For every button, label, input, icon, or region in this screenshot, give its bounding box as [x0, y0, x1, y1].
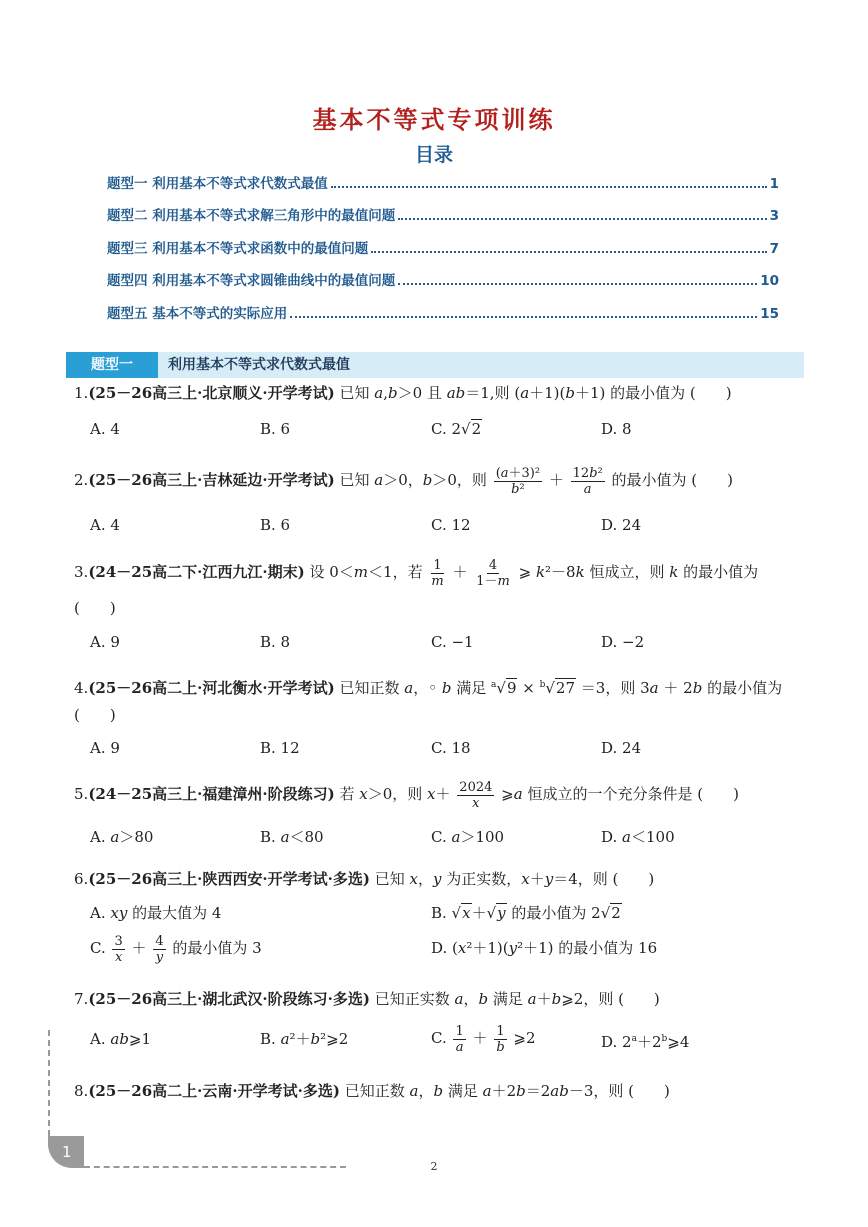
question-number: 1.: [74, 384, 89, 402]
option-c[interactable]: C. $\frac{3}{x}$ ＋ $\frac{4}{y}$ 的最小值为 3: [90, 933, 262, 965]
option-d[interactable]: D. 24: [601, 739, 642, 757]
toc-entry-label: 题型五 基本不等式的实际应用: [107, 306, 288, 322]
question-source: (25－26高二上·云南·开学考试·多选): [88, 1082, 340, 1100]
option-a[interactable]: A. 9: [90, 739, 120, 757]
toc-entry[interactable]: [107, 237, 779, 257]
option-c[interactable]: C. −1: [431, 633, 474, 651]
toc-entry-label: 题型四 利用基本不等式求圆锥曲线中的最值问题: [107, 273, 396, 289]
option-c[interactable]: C. a＞100: [431, 828, 505, 846]
question-stem: 已知 a＞0，b＞0，则 $\frac{\text{(a＋3)²}}{\text{b²}}$ ＋ $\frac{\text{12b²}}{a}$ 的最小值为 ( ): [339, 465, 733, 497]
toc-entry-page: 1: [769, 176, 779, 192]
question-number: 8.: [74, 1082, 89, 1100]
question-source: (25－26高三上·北京顺义·开学考试): [88, 384, 335, 402]
section-title: 利用基本不等式求代数式最值: [168, 357, 350, 373]
option-d[interactable]: D. 8: [601, 420, 632, 438]
option-b[interactable]: B. 6: [260, 420, 291, 438]
question-1: [74, 382, 814, 404]
question-number: 3.: [74, 563, 89, 581]
option-a[interactable]: A. xy 的最大值为 4: [90, 904, 222, 922]
option-a[interactable]: A. a＞80: [90, 828, 154, 846]
toc-leader-dots: [290, 316, 757, 318]
section-tag: 题型一: [66, 352, 158, 378]
question-stem: 已知正实数 a，b 满足 a＋b⩾2，则 ( ): [374, 990, 660, 1008]
question-source: (24－25高三上·福建漳州·阶段练习): [88, 785, 335, 803]
question-stem: 设 0＜m＜1，若 $\frac{1}{m}$ ＋ $\frac{4}{1-m}$ ⩾ k²－8k 恒成立，则 k 的最小值为: [309, 557, 759, 589]
option-d[interactable]: D. (x²＋1)(y²＋1) 的最小值为 16: [431, 939, 658, 957]
toc-leader-dots: [331, 186, 767, 188]
question-7: [74, 988, 814, 1010]
option-d[interactable]: D. 24: [601, 516, 642, 534]
option-a[interactable]: A. 4: [90, 516, 120, 534]
option-b[interactable]: B. a＜80: [260, 828, 324, 846]
question-stem: 已知正数 a，◦ b 满足 $^a$√9 × $^b$√27 ＝3，则 3a ＋ 2b 的最小值为: [339, 679, 783, 697]
question-source: (25－26高二上·河北衡水·开学考试): [88, 679, 335, 697]
question-source: (25－26高三上·湖北武汉·阶段练习·多选): [88, 990, 370, 1008]
corner-page-tab: 1: [48, 1136, 84, 1168]
question-number: 6.: [74, 870, 89, 888]
option-d[interactable]: D. a＜100: [601, 828, 675, 846]
option-d[interactable]: D. −2: [601, 633, 645, 651]
toc-entry-page: 15: [760, 306, 779, 322]
toc-entry-page: 10: [760, 273, 779, 289]
question-stem: 已知正数 a，b 满足 a＋2b＝2ab－3，则 ( ): [344, 1082, 670, 1100]
question-number: 7.: [74, 990, 89, 1008]
question-stem: 已知 x，y 为正实数，x＋y＝4，则 ( ): [374, 870, 655, 888]
question-stem: 已知 a,b＞0 且 ab＝1,则 (a＋1)(b＋1) 的最小值为 ( ): [339, 384, 732, 402]
question-source: (25－26高三上·陕西西安·开学考试·多选): [88, 870, 370, 888]
question-4: [74, 674, 814, 699]
question-number: 2.: [74, 471, 89, 489]
toc-entry-label: 题型二 利用基本不等式求解三角形中的最值问题: [107, 208, 396, 224]
page-number: 2: [430, 1160, 438, 1173]
question-number: 5.: [74, 785, 89, 803]
option-a[interactable]: A. ab⩾1: [90, 1030, 152, 1048]
option-a[interactable]: A. 4: [90, 420, 120, 438]
option-b[interactable]: B. a²＋b²⩾2: [260, 1030, 349, 1048]
toc-leader-dots: [398, 283, 757, 285]
option-c[interactable]: C. 18: [431, 739, 471, 757]
option-b[interactable]: B. 12: [260, 739, 300, 757]
toc-entry-page: 3: [769, 208, 779, 224]
option-c[interactable]: C. $\frac{1}{a}$ ＋ $\frac{1}{b}$ ⩾2: [431, 1023, 536, 1055]
option-b[interactable]: B. √x＋√y 的最小值为 2√2: [431, 904, 621, 922]
toc-entry-label: 题型三 利用基本不等式求函数中的最值问题: [107, 241, 369, 257]
option-b[interactable]: B. 8: [260, 633, 291, 651]
question-3: [74, 552, 814, 592]
question-5: [74, 774, 814, 814]
option-d[interactable]: D. $2^a+2^b⩾4$: [601, 1033, 690, 1051]
toc-leader-dots: [398, 218, 766, 220]
question-source: (25－26高三上·吉林延边·开学考试): [88, 471, 335, 489]
toc-entry[interactable]: [107, 269, 779, 289]
toc-entry-page: 7: [769, 241, 779, 257]
margin-dashed-line: [48, 1030, 50, 1136]
question-8: [74, 1080, 814, 1102]
toc-leader-dots: [371, 251, 766, 253]
question-blank: ( ): [74, 599, 116, 617]
question-6: [74, 868, 814, 890]
question-stem: 若 x＞0，则 x＋ $\frac{2024}{x}$ ⩾a 恒成立的一个充分条件是 ( ): [339, 779, 739, 811]
question-source: (24－25高二下·江西九江·期末): [88, 563, 305, 581]
document-title: 基本不等式专项训练: [312, 106, 556, 134]
option-c[interactable]: C. 2√2: [431, 420, 482, 438]
toc-entry[interactable]: [107, 204, 779, 224]
toc-entry[interactable]: [107, 302, 779, 322]
toc-entry[interactable]: [107, 172, 779, 192]
option-a[interactable]: A. 9: [90, 633, 120, 651]
toc-heading: 目录: [414, 144, 453, 166]
question-2: [74, 460, 814, 500]
toc-entry-label: 题型一 利用基本不等式求代数式最值: [107, 176, 328, 192]
option-c-label: C. 2: [431, 420, 462, 438]
question-number: 4.: [74, 679, 89, 697]
option-b[interactable]: B. 6: [260, 516, 291, 534]
option-c[interactable]: C. 12: [431, 516, 471, 534]
question-blank: ( ): [74, 706, 116, 724]
